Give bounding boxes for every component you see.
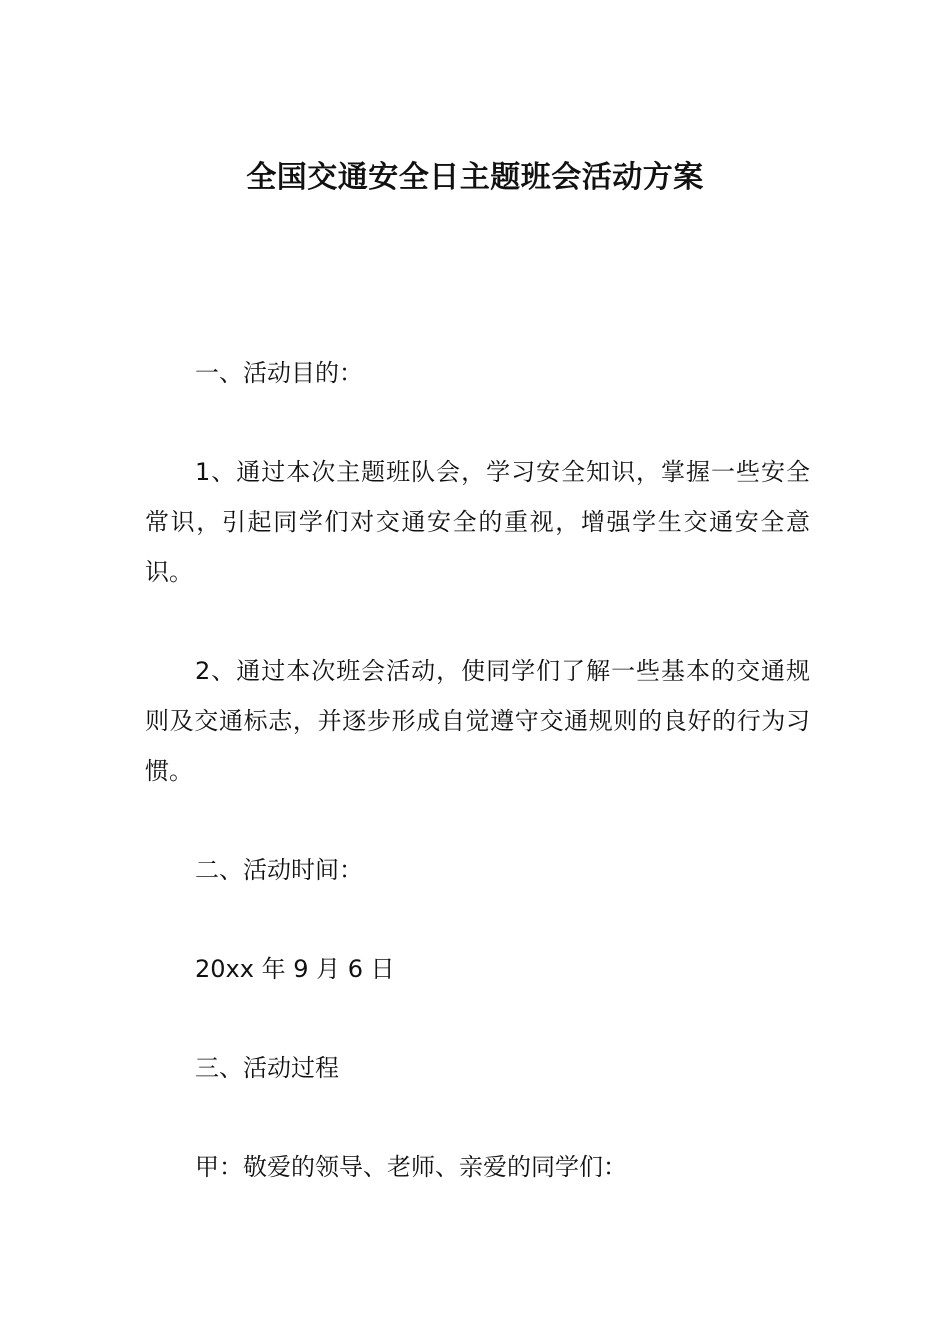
purpose-item-2: 2、通过本次班会活动，使同学们了解一些基本的交通规则及交通标志，并逐步形成自觉遵守交通规则的良好的行为习惯。: [145, 657, 810, 785]
document-body: [145, 348, 810, 1241]
section-heading-time: 二、活动时间：: [195, 856, 363, 884]
activity-date: 20xx 年 9 月 6 日: [195, 955, 395, 983]
purpose-item-1: 1、通过本次主题班队会，学习安全知识，掌握一些安全常识，引起同学们对交通安全的重视，增强学生交通安全意识。: [145, 458, 810, 586]
document-title: 全国交通安全日主题班会活动方案: [246, 160, 704, 195]
section-heading-process: 三、活动过程: [195, 1054, 339, 1082]
speech-opening: 甲：敬爱的领导、老师、亲爱的同学们：: [195, 1153, 627, 1181]
section-heading-purpose: 一、活动目的：: [195, 359, 363, 387]
